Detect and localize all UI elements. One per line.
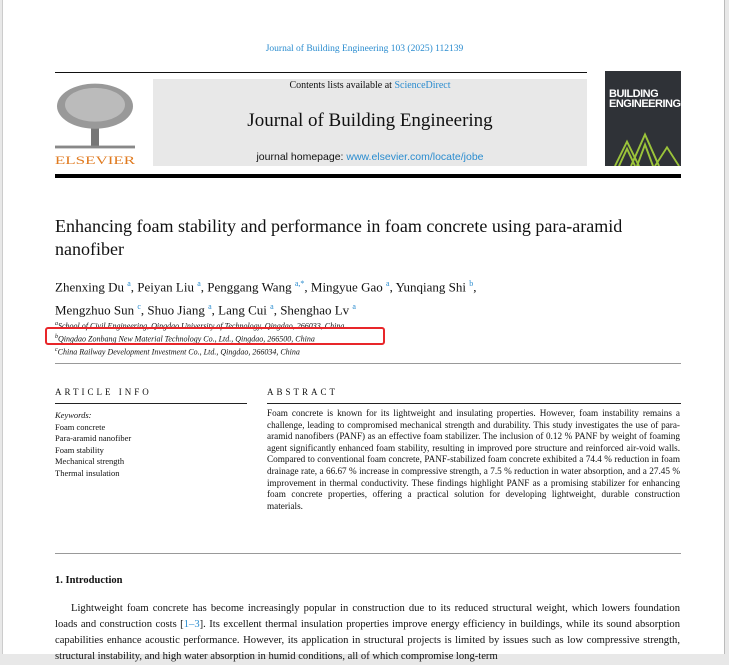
homepage-label: journal homepage:	[256, 151, 347, 163]
author: Peiyan Liu	[137, 279, 194, 295]
author: Lang Cui	[218, 302, 267, 318]
affiliation-a: $^a$School of Civil Engineering, Qingdao University of Technology, Qingdao, 266033, China	[55, 321, 345, 331]
affiliation-c: $^c$China Railway Development Investment Co., Ltd., Qingdao, 266034, China	[55, 347, 300, 357]
keywords	[55, 410, 131, 480]
divider	[267, 403, 681, 404]
keywords-label: Keywords:	[55, 410, 92, 420]
keyword: Para-aramid nanofiber	[55, 433, 132, 444]
article-info-heading: ARTICLE INFO	[55, 387, 152, 397]
section-heading: 1. Introduction	[55, 575, 123, 586]
keyword: Thermal insulation	[55, 467, 120, 478]
cover-title: BUILDING ENGINEERING	[609, 88, 681, 110]
abstract-heading: ABSTRACT	[267, 387, 339, 397]
journal-cover-image	[605, 71, 681, 166]
header-divider	[55, 174, 681, 178]
contents-label: Contents lists available at	[289, 80, 395, 91]
highlight-box	[45, 327, 385, 345]
elsevier-logo	[55, 78, 135, 166]
svg-text:ELSEVIER: ELSEVIER	[55, 154, 135, 166]
sciencedirect-link[interactable]: ScienceDirect	[394, 80, 451, 91]
author: Shuo Jiang	[147, 302, 205, 318]
divider	[55, 553, 681, 554]
keyword: Foam concrete	[55, 421, 106, 432]
body-paragraph: Lightweight foam concrete has become increasingly popular in construction due to its reduced structural weight, which lowers foundation loads and construction costs [1–3]. Its excellent thermal insulation properties improve energy efficiency in buildings, while its sound absorption capabilities enhance acoustic performance. However, its application in structural projects is limited by issues such as low compressive strength, structural instability, and high water absorption in humid conditions, all of which compromise long-term	[55, 603, 680, 662]
author: Mingyue Gao	[310, 279, 383, 295]
journal-citation[interactable]: Journal of Building Engineering 103 (2025) 112139	[265, 44, 464, 54]
author: Shenghao Lv	[280, 302, 350, 318]
journal-title: Journal of Building Engineering	[247, 110, 493, 131]
abstract-text: Foam concrete is known for its lightweight and insulating properties. However, foam instability remains a challenge, leading to compromised mechanical strength and durability. This study investigates the use of para-aramid nanofibers (PANF) as an effective foam stabilizer. The inclusion of 0.12 % PANF by weight of foaming agent significantly enhanced foam stability, resulting in improved pore structure and reinforced air-void walls. Compared to conventional foam concrete, PANF-stabilized foam concrete exhibited a 74.4 % reduction in foam drainage rate, a 66.67 % increase in compressive strength, a 7.5 % reduction in water absorption, and a 27.45 % improvement in thermal conductivity. These findings highlight PANF as a promising stabilizer for enhancing foam concrete properties, offering a practical solution for developing lightweight, durable construction materials.	[267, 408, 680, 511]
keyword: Foam stability	[55, 444, 104, 455]
article-title: Enhancing foam stability and performance in foam concrete using para-aramid nanofiber	[55, 216, 623, 259]
author: Mengzhuo Sun	[55, 302, 135, 318]
keyword: Mechanical strength	[55, 456, 125, 467]
pdf-page	[2, 0, 725, 662]
homepage-link[interactable]: www.elsevier.com/locate/jobe	[346, 151, 484, 163]
author-list: Zhenxing Du $^a$, Peiyan Liu $^a$, Penggang Wang $^{a,*}$, Mingyue Gao $^a$, Yunqiang Shi $^b$, Mengzhuo Sun $^c$, Shuo Jiang $^a$, Lang Cui $^a$, Shenghao Lv $^a$	[55, 279, 477, 318]
divider	[55, 72, 587, 73]
author: Zhenxing Du	[55, 279, 124, 295]
author: Penggang Wang	[207, 279, 292, 295]
author: Yunqiang Shi	[395, 279, 467, 295]
divider	[55, 363, 681, 364]
affiliation-b: $^b$Qingdao Zonbang New Material Technology Co., Ltd., Qingdao, 266500, China	[55, 334, 315, 344]
reference-link[interactable]: 1–3	[183, 619, 200, 630]
journal-header-box	[153, 79, 587, 166]
divider	[55, 403, 247, 404]
